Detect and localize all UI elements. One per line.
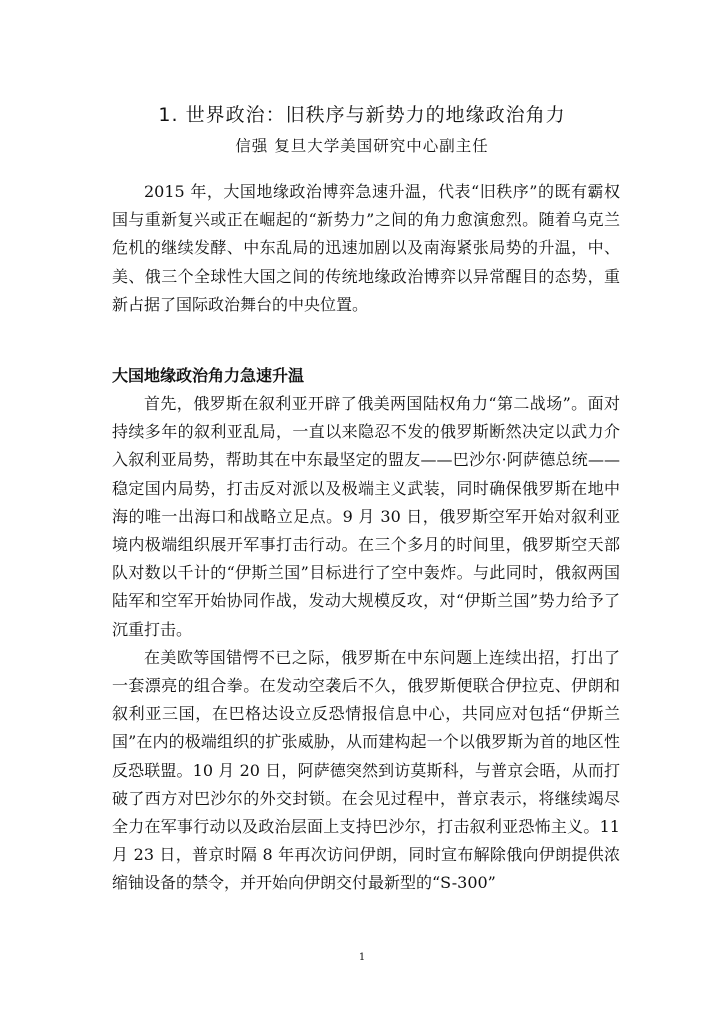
section-heading: 大国地缘政治角力急速升温 <box>112 366 305 385</box>
page-number: 1 <box>358 952 366 963</box>
intro-section <box>112 178 620 319</box>
page-title: 1. 世界政治：旧秩序与新势力的地缘政治角力 <box>158 104 566 126</box>
body-paragraph-2: 在美欧等国错愕不已之际，俄罗斯在中东问题上连续出招，打出了一套漂亮的组合拳。在发动空袭后不久，俄罗斯便联合伊拉克、伊朗和叙利亚三国，在巴格达设立反恐情报信息中心，共同应对包括“伊斯兰国”在内的极端组织的扩张威胁，从而建构起一个以俄罗斯为首的地区性反恐联盟。10 月 20 日，阿萨德突然到访莫斯科，与普京会晤，从而打破了西方对巴沙尔的外交封锁。在会见过程中，普京表示，将继续竭尽全力在军事行动以及政治层面上支持巴沙尔，打击叙利亚恐怖主义。11 月 23 日，普京时隔 8 年再次访问伊朗，同时宣布解除俄向伊朗提供浓缩铀设备的禁令，并开始向伊朗交付最新型的“S-300” <box>112 647 620 893</box>
main-section <box>112 362 620 898</box>
author-line: 信强 复旦大学美国研究中心副主任 <box>235 137 489 155</box>
body-paragraph-1: 首先，俄罗斯在叙利亚开辟了俄美两国陆权角力“第二战场”。面对持续多年的叙利亚乱局，一直以来隐忍不发的俄罗斯断然决定以武力介入叙利亚局势，帮助其在中东最坚定的盟友——巴沙尔·阿萨德总统——稳定国内局势，打击反对派以及极端主义武装，同时确保俄罗斯在地中海的唯一出海口和战略立足点。9 月 30 日，俄罗斯空军开始对叙利亚境内极端组织展开军事打击行动。在三个多月的时间里，俄罗斯空天部队对数以千计的“伊斯兰国”目标进行了空中轰炸。与此同时，俄叙两国陆军和空军开始协同作战，发动大规模反攻，对“伊斯兰国”势力给予了沉重打击。 <box>112 394 620 639</box>
intro-paragraph: 2015 年，大国地缘政治博弈急速升温，代表“旧秩序”的既有霸权国与重新复兴或正在崛起的“新势力”之间的角力愈演愈烈。随着乌克兰危机的继续发酵、中东乱局的迅速加剧以及南海紧张局势的升温，中、美、俄三个全球性大国之间的传统地缘政治博弈以异常醒目的态势，重新占据了国际政治舞台的中央位置。 <box>112 182 620 314</box>
